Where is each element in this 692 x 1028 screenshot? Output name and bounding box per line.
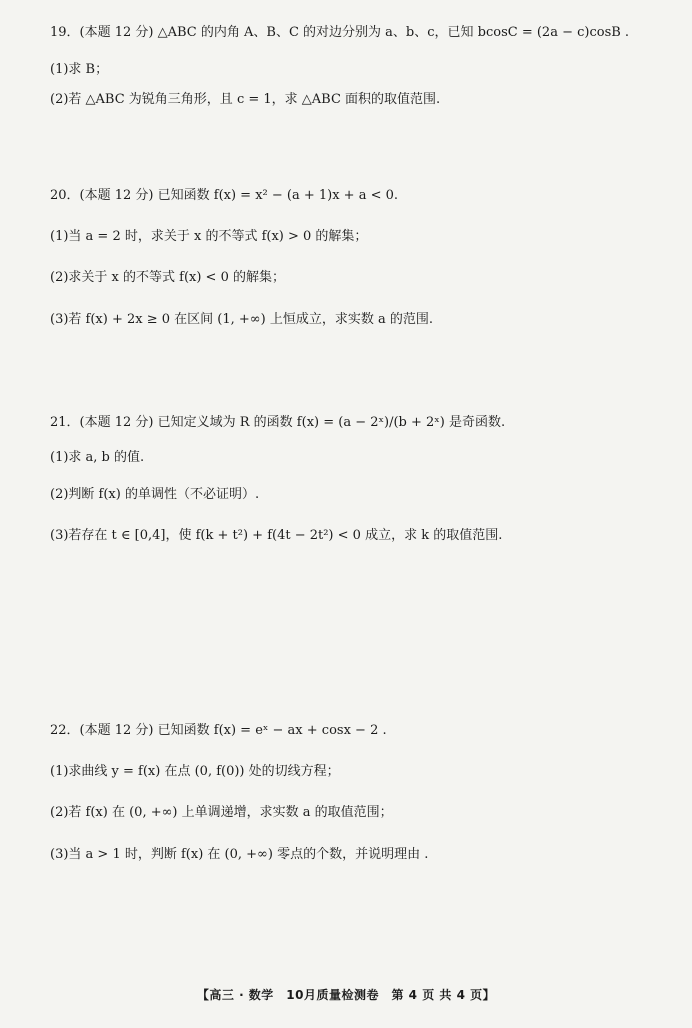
question-22-part-2: (2)若 f(x) 在 (0, +∞) 上单调递增，求实数 a 的取值范围； [50, 805, 393, 820]
question-20-part-1: (1)当 a = 2 时，求关于 x 的不等式 f(x) > 0 的解集； [50, 229, 368, 244]
question-21-part-1: (1)求 a, b 的值. [50, 450, 145, 465]
question-20-part-3: (3)若 f(x) + 2x ≥ 0 在区间 (1, +∞) 上恒成立，求实数 a 的范围. [50, 312, 433, 327]
question-21-part-3: (3)若存在 t ∈ [0,4]，使 f(k + t²) + f(4t − 2t²) < 0 成立，求 k 的取值范围. [50, 528, 503, 543]
question-22-part-1: (1)求曲线 y = f(x) 在点 (0, f(0)) 处的切线方程； [50, 764, 340, 779]
question-22-part-3: (3)当 a > 1 时，判断 f(x) 在 (0, +∞) 零点的个数，并说明理由 . [50, 847, 429, 862]
question-21-part-2: (2)判断 f(x) 的单调性（不必证明）. [50, 487, 260, 502]
question-19-title: 19．(本题 12 分) △ABC 的内角 A、B、C 的对边分别为 a、b、c，已知 bcosC = (2a − c)cosB . [50, 25, 630, 40]
question-19-part-1: (1)求 B； [50, 62, 109, 77]
question-20-title: 20．(本题 12 分) 已知函数 f(x) = x² − (a + 1)x + a < 0. [50, 188, 399, 203]
question-19-part-2: (2)若 △ABC 为锐角三角形，且 c = 1，求 △ABC 面积的取值范围. [50, 92, 441, 107]
question-21-title: 21．(本题 12 分) 已知定义域为 R 的函数 f(x) = (a − 2ˣ)/(b + 2ˣ) 是奇函数. [50, 415, 506, 430]
question-22-title: 22．(本题 12 分) 已知函数 f(x) = eˣ − ax + cosx − 2 . [50, 723, 387, 738]
page-footer: 【高三 · 数学 10月质量检测卷 第 4 页 共 4 页】 [196, 988, 496, 1002]
question-20-part-2: (2)求关于 x 的不等式 f(x) < 0 的解集； [50, 270, 285, 285]
